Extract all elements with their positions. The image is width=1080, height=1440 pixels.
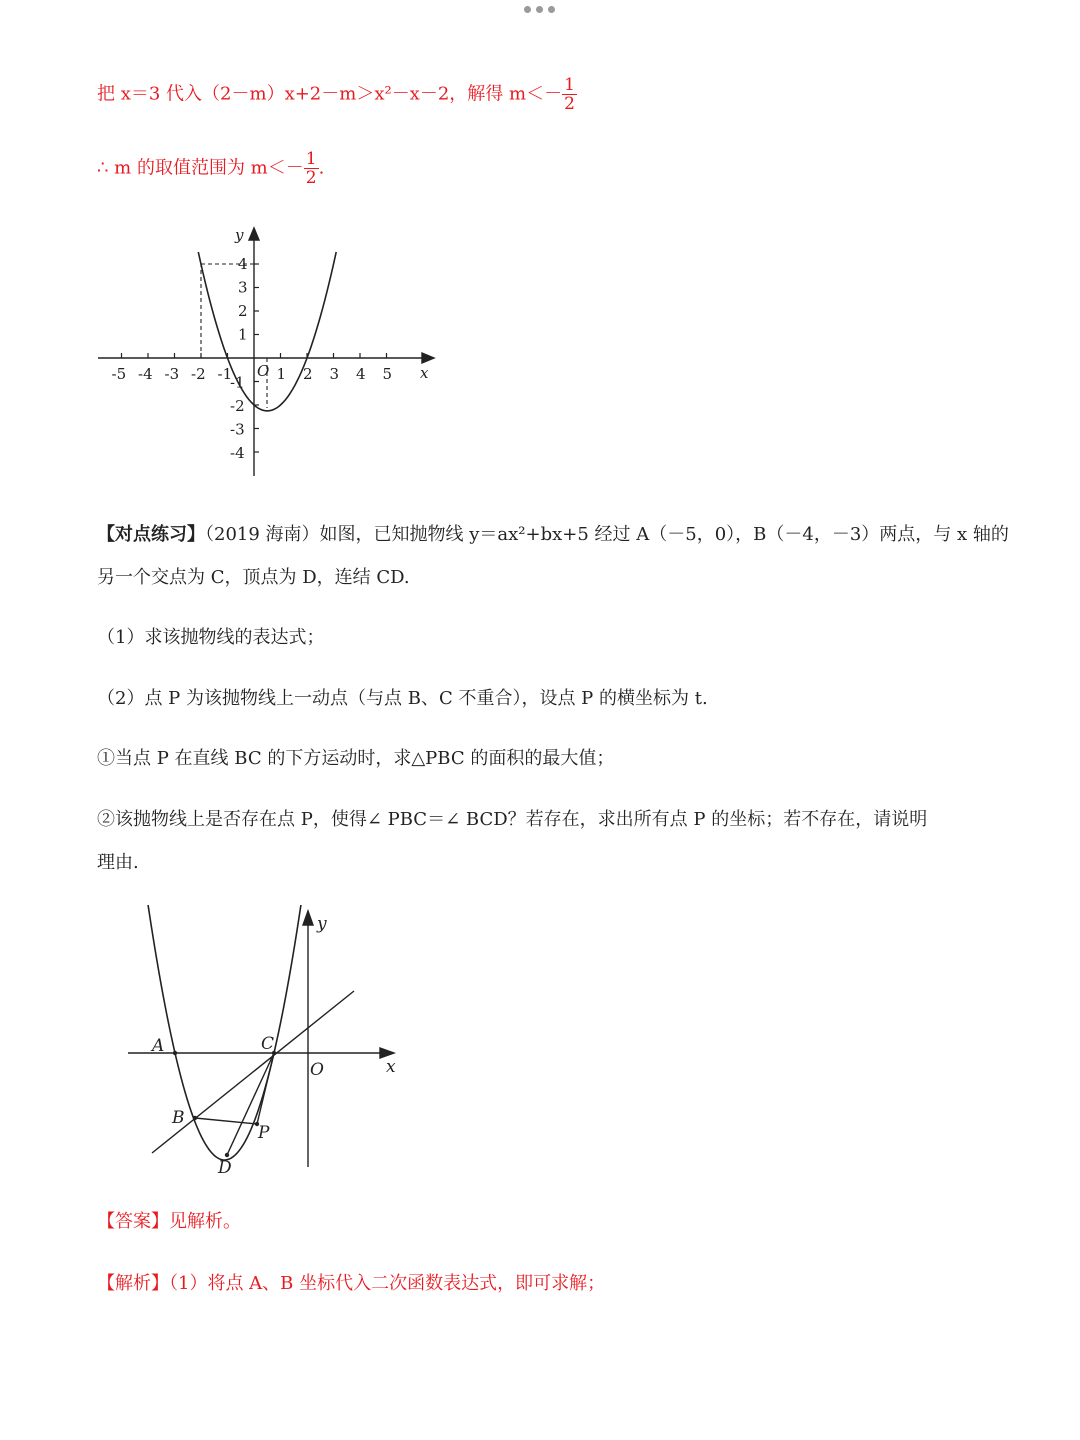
label-a: A bbox=[152, 1036, 165, 1056]
x-axis-label: x bbox=[420, 364, 429, 382]
x-tick-label: 3 bbox=[329, 365, 340, 383]
x-tick-label: -3 bbox=[164, 365, 180, 383]
x-tick-label: 2 bbox=[303, 365, 313, 383]
point-b bbox=[193, 1116, 197, 1120]
y-tick-label: -3 bbox=[230, 420, 245, 439]
x-tick-label: 4 bbox=[356, 365, 366, 383]
problem-line-1: 【对点练习】（2019 海南）如图，已知抛物线 y＝ax²+bx+5 经过 A（－5，0），B（－4，－3）两点，与 x 轴的 bbox=[97, 524, 1009, 545]
y-tick-label: 3 bbox=[238, 278, 248, 297]
y-tick-label: -1 bbox=[230, 373, 245, 392]
parabola-curve bbox=[145, 905, 305, 1160]
y-tick-label: -2 bbox=[230, 397, 245, 415]
fraction: $\frac{1}{2}$ bbox=[305, 149, 317, 188]
x-tick-label: -1 bbox=[217, 365, 233, 383]
solution-line-1-text: 把 x＝3 代入（2－m）x+2－m＞x²－x－2，解得 m＜－ bbox=[97, 83, 563, 105]
question-2b: ②该抛物线上是否存在点 P，使得∠ PBC＝∠ BCD？若存在，求出所有点 P 的坐标；若不存在，请说明 bbox=[97, 809, 928, 830]
parabola-graph-2 bbox=[120, 905, 410, 1180]
fraction: $\frac{1}{2}$ bbox=[564, 75, 575, 114]
x-tick-label: -2 bbox=[191, 365, 206, 383]
question-1: （1）求该抛物线的表达式； bbox=[97, 627, 325, 648]
label-c: C bbox=[261, 1034, 275, 1054]
label-d: D bbox=[218, 1158, 232, 1178]
x-tick-label: -4 bbox=[138, 365, 153, 383]
x-tick-label: 5 bbox=[382, 365, 393, 383]
label-o: O bbox=[310, 1060, 324, 1080]
y-tick-label: 4 bbox=[238, 255, 248, 273]
y-axis-arrow bbox=[303, 911, 313, 925]
point-d bbox=[225, 1153, 229, 1157]
segment-bp bbox=[195, 1118, 257, 1124]
label-b: B bbox=[172, 1108, 185, 1128]
label-x: x bbox=[386, 1057, 396, 1077]
origin-label: O bbox=[257, 362, 270, 380]
x-tick-label: 1 bbox=[276, 365, 287, 383]
answer-line: 【答案】见解析。 bbox=[97, 1211, 241, 1232]
x-axis-arrow bbox=[422, 353, 434, 363]
question-2b-cont: 理由. bbox=[97, 852, 139, 873]
y-axis-arrow bbox=[249, 228, 259, 240]
label-p: P bbox=[258, 1123, 270, 1143]
solution-line-1 bbox=[97, 76, 577, 113]
analysis-line: 【解析】（1）将点 A、B 坐标代入二次函数表达式，即可求解； bbox=[97, 1273, 606, 1294]
question-2a: ①当点 P 在直线 BC 的下方运动时，求△PBC 的面积的最大值； bbox=[97, 748, 615, 769]
y-axis-label: y bbox=[235, 226, 244, 244]
more-options-icon[interactable] bbox=[524, 6, 558, 18]
question-2: （2）点 P 为该抛物线上一动点（与点 B、C 不重合），设点 P 的横坐标为 t. bbox=[97, 688, 708, 709]
label-y: y bbox=[317, 914, 327, 934]
solution-line-2-text: ∴ m 的取值范围为 m＜－ bbox=[97, 157, 304, 179]
problem-label: 【对点练习】 bbox=[97, 524, 205, 545]
point-a bbox=[173, 1051, 177, 1055]
y-tick-label: -4 bbox=[230, 444, 245, 462]
y-tick-label: 2 bbox=[238, 302, 248, 320]
segment-pc bbox=[257, 1053, 274, 1124]
y-tick-label: 1 bbox=[238, 325, 248, 344]
parabola-graph-1 bbox=[90, 222, 450, 482]
problem-line-2: 另一个交点为 C，顶点为 D，连结 CD. bbox=[97, 567, 410, 588]
x-tick-label: -5 bbox=[111, 365, 127, 383]
solution-line-2: ∴ m 的取值范围为 m＜－ $\frac{1}{2}$ . bbox=[97, 149, 325, 188]
